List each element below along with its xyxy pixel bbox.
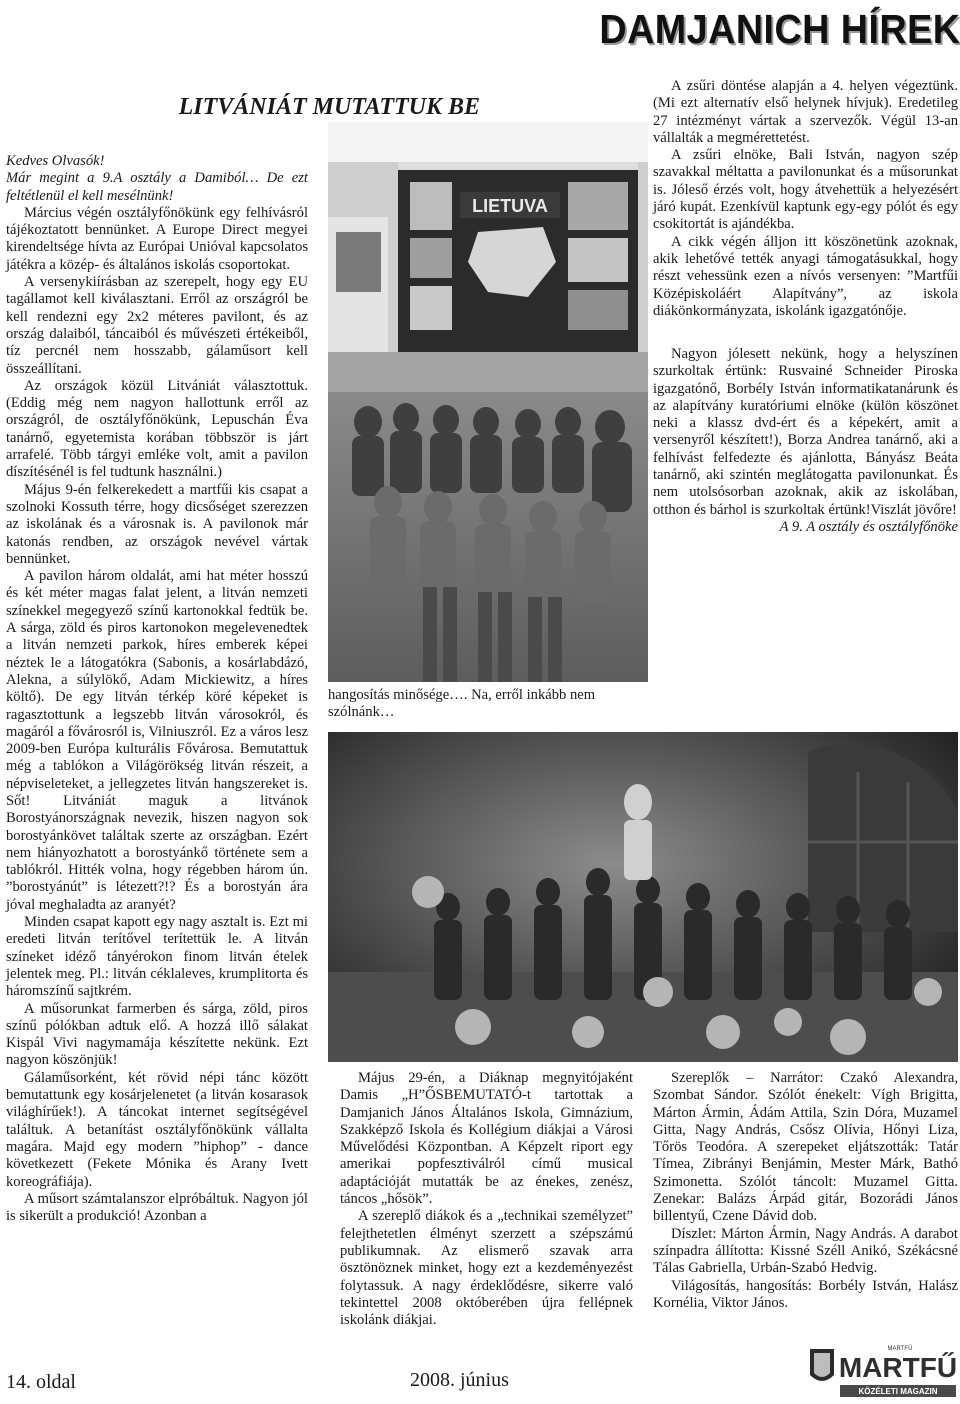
credits-lighting: Világosítás, hangosítás: Borbély István, Halász Kornélia, Viktor János. (653, 1277, 958, 1311)
paragraph: A versenykiírásban az szerepelt, hogy egy EU tagállamot kell kiválasztani. Erről az országról be kell rendezni egy 2x2 méteres pavilont, és az ország dalaiból, táncaiból és művészeti értékeiből, tíz percnél nem hosszabb, gálaműsort kell összeállítani. (6, 274, 308, 377)
paragraph: A műsort számtalanszor elpróbáltuk. Nagyon jól is sikerült a produkció! Azonban a (6, 1190, 308, 1225)
logo-graphic (808, 1341, 958, 1401)
credits-set: Díszlet: Márton Ármin, Nagy András. A darabot színpadra állította: Kissné Széll Anikó, Székácsné Tálas Gabriella, Urbán-Szabó Hedvig. (653, 1225, 958, 1277)
paragraph: A zsűri döntése alapján a 4. helyen végeztünk. (Mi ezt alternatív első helynek hívjuk). Eredetileg 27 intézményt vártak a szervezők. Végül 13-an vállalták a megmérettetést. (653, 78, 958, 146)
greeting: Kedves Olvasók! (6, 153, 105, 169)
credits-cast: Szereplők – Narrátor: Czakó Alexandra, Szombat Sándor. Szólót énekelt: Vígh Brigitta, Márton Ármin, Ádám Attila, Szin Dóra, Muzamel Gitta, Nagy András, Csősz Olívia, Hőnyi Liza, Tőrös Teodóra. A szerepeket eljátszották: Tatár Tímea, Zibrányi Benjámin, Mester Márk, Bathó Szimonetta. Szólót táncolt: Muzamel Gitta. Zenekar: Balázs Árpád gitár, Bozorádi János billentyű, Czene Dávid dob. (653, 1070, 958, 1225)
paragraph: Május 29-én, a Diáknap megnyitójaként Damis „H”ŐSBEMUTATÓ-t tartottak a Damjanich János Általános Iskola, Gimnázium, Szakképző Iskola és Kollégium diákjai a Városi Művelődési Központban. A Képzelt riport egy amerikai popfesztiválról című musical adaptációját mutatták be az énekes, zenész, táncos „hősök”. (340, 1070, 633, 1208)
page-number: 14. oldal (6, 1371, 76, 1393)
article-headline: LITVÁNIÁT MUTATTUK BE (178, 94, 480, 120)
masthead (300, 6, 960, 52)
paragraph: Nagyon jólesett nekünk, hogy a helyszínen szurkoltak értünk: Rusvainé Schneider Piroska igazgatónő, Borbély István informatikatanárunk és az alapítvány kuratóriumi elnöke (külön köszönet neki a klassz dvd-ért és a képekért, amit a versenyről készített!), Borza Andrea tanárnő, aki a felhívást felfedezte és ajánlotta, Bányász Beáta tanárnő, aki szintén meglátogatta pavilonunkat. És nem utolsósorban azoknak, akik az iskolában, otthon és bárhol is szurkoltak értünk!Viszlát jövőre! (653, 346, 958, 518)
pavilion-group-photo (328, 122, 648, 682)
article-left-column (6, 153, 308, 1225)
article-right-column (653, 78, 958, 320)
paragraph: Gálaműsorként, két rövid népi tánc között bemutattunk egy kosárjelenetet (a litván kosarasok világhírűek!). A táncokat internet segítségével találtuk. A betanítást osztályfőnökünk vállalta magára. Majd egy modern ”hiphop” - dance következett (Fekete Mónika és Arany Ivett koreográfiája). (6, 1069, 308, 1190)
article2-middle-column (340, 1070, 633, 1329)
paragraph: Az országok közül Litvániát választottuk. (Eddig még nem nagyon hallottunk erről az országról, de osztályfőnökünk, Lepuschán Éva tanárnő, egyetemista korában többször is járt arrafelé. Több tárgyi emléke volt, amit a pavilon díszítésénél is fel tudtunk használni.) (6, 377, 308, 481)
paragraph: A szereplő diákok és a „technikai személyzet” felejthetetlen élményt szerzett a szépszámú publikumnak. Az elismerő szavak arra ösztönöznek minket, hogy ezt a kezdeményezést folytassuk. A nagy érdeklődésre, sikerre való tekintettel 2008 októberében újra fellépnek iskolánk diákjai. (340, 1208, 633, 1329)
logo-subtitle: KÖZÉLETI MAGAZIN (858, 1387, 938, 1396)
stage-photo-illustration (328, 732, 958, 1062)
paragraph: hangosítás minősége…. Na, erről inkább nem szólnánk… (328, 687, 596, 721)
signature: A 9. A osztály és osztályfőnöke (779, 518, 958, 535)
paragraph: A cikk végén álljon itt köszönetünk azoknak, akik lehetővé tették anyagi támogatásukkal, hogy részt vehessünk ezen a nívós versenyen: ”Martfűi Középiskoláért Alapítvány”, az iskola diákönkormányzata, iskolánk igazgatónője. (653, 233, 958, 319)
photo-banner-text: LIETUVA (472, 196, 548, 216)
article-right-column-2 (653, 346, 958, 536)
pavilion-photo-illustration (328, 122, 648, 682)
article2-credits-column (653, 1070, 958, 1312)
logo-small-text: MARTFŰ (887, 1346, 913, 1352)
stage-performance-photo (328, 732, 958, 1062)
logo-title: MARTFŰ (838, 1352, 958, 1383)
paragraph: Március végén osztályfőnökünk egy felhívásról tájékoztatott bennünket. A Europe Direct megyei kirendeltsége hívta az Európai Unióval kapcsolatos játékra a közép- és általános iskolás csoportokat. (6, 204, 308, 273)
paragraph: Minden csapat kapott egy nagy asztalt is. Ezt mi eredeti litván terítővel terítettük le. A litván színeket idéző tányérokon finom litván ételek jelentek meg. Pl.: litván céklaleves, krumplitorta és háromszínű sajtkrém. (6, 914, 308, 1000)
masthead-title: DAMJANICH HÍREK (598, 6, 960, 52)
intro: Már megint a 9.A osztály a Damiból… De ezt feltétlenül el kell mesélnünk! (6, 170, 308, 204)
paragraph: A műsorunkat farmerben és sárga, zöld, piros színű pólókban adtuk elő. A hozzá illő sálakat Kispál Vivi nagymamája készítette nekünk. Ezt nagyon köszönjük! (6, 1000, 308, 1069)
article-continuation (328, 687, 648, 722)
magazine-logo (808, 1341, 958, 1401)
issue-date: 2008. június (410, 1369, 509, 1391)
paragraph: A zsűri elnöke, Bali István, nagyon szép szavakkal méltatta a pavilonunkat és a műsorunkat is. Jóleső érzés volt, hogy átvehettük a helyezésért járó kupát. Ezenkívül kaptunk egy-egy pólót és egy csokitortát is ajándékba. (653, 147, 958, 233)
paragraph: A pavilon három oldalát, ami hat méter hosszú és két méter magas falat jelent, a litván nemzeti színekkel megegyező színű kartonokkal fedtük be. A sárga, zöld és piros kartonokon megelevenedtek a litván nemzeti parkok, híres emberek képei néztek le a látogatókra (Sabonis, a kosárlabdázó, Alekna, a súlylökő, Adam Mickiewitz, a híres költő). De egy litván térkép köré képeket is ragasztottunk a legszebb litván városokról, és magáról a fővárosról is, Vilniuszról. Ez a város lesz 2009-ben Európa kulturális Fővárosa. Bemutattuk még a tablókon a Világörökség litván részeit, a népviseleteket, a jellegzetes litván hangszereket is. Sőt! Litvániát maguk a litvánok Borostyánországnak nevezik, hiszen nagyon sok borostyánkövet találtak szerte az országban. Ezért nem hiányozhatott a borostyánkő története sem a tablókról. Hitték volna, hogy régebben három ún. ”borostyánút” is létezett?!? És a borostyán ára jóval meghaladta az aranyét? (6, 568, 308, 913)
paragraph: Május 9-én felkerekedett a martfűi kis csapat a szolnoki Kossuth térre, hogy dicsőséget szerezzen az iskolának és a városnak is. A pavilonok már katonás rendben, az országok nevével vártak bennünket. (6, 481, 308, 567)
